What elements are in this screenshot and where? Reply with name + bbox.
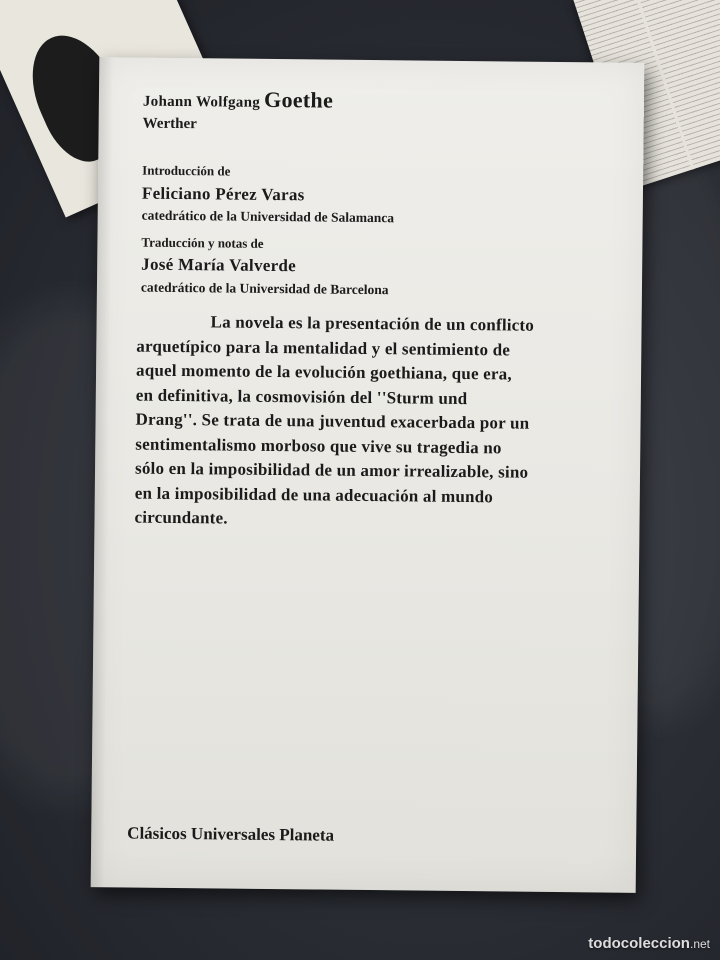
blurb-paragraph (134, 310, 606, 535)
translator-name: José María Valverde (141, 254, 297, 276)
author (143, 86, 333, 114)
blurb-line: sólo en la imposibilidad de un amor irrealizable, sino (134, 458, 529, 482)
series-name: Clásicos Universales Planeta (127, 823, 335, 845)
blurb-line: Drang''. Se trata de una juventud exacerbada por un (135, 409, 530, 433)
watermark-suffix: .net (689, 937, 710, 951)
author-first-name: Johann Wolfgang (142, 93, 261, 111)
background-book-spine-text: ncia (18, 134, 40, 159)
blurb-line: aquel momento de la evolución goethiana, que era, (135, 360, 512, 384)
translation-label: Traducción y notas de (141, 234, 264, 251)
blurb-line: La novela es la presentación de un conflicto (210, 312, 535, 335)
watermark (588, 935, 710, 952)
watermark-brand: todocoleccion (588, 935, 690, 952)
intro-author-affiliation: catedrático de la Universidad de Salamanca (141, 207, 395, 226)
translator-affiliation: catedrático de la Universidad de Barcelona (140, 279, 389, 298)
book-title: Werther (142, 115, 197, 133)
blurb-line: en definitiva, la cosmovisión del ''Sturm und (135, 385, 468, 408)
book-back-cover (91, 57, 645, 893)
intro-author-name: Feliciano Pérez Varas (141, 183, 305, 205)
intro-label: Introducción de (142, 162, 231, 179)
blurb-line: arquetípico para la mentalidad y el sentimiento de (136, 336, 511, 359)
author-last-name: Goethe (263, 86, 334, 113)
blurb-line: en la imposibilidad de una adecuación al mundo (134, 483, 494, 506)
blurb-line: sentimentalismo morboso que vive su tragedia no (135, 434, 502, 457)
blurb-line: circundante. (134, 507, 228, 528)
